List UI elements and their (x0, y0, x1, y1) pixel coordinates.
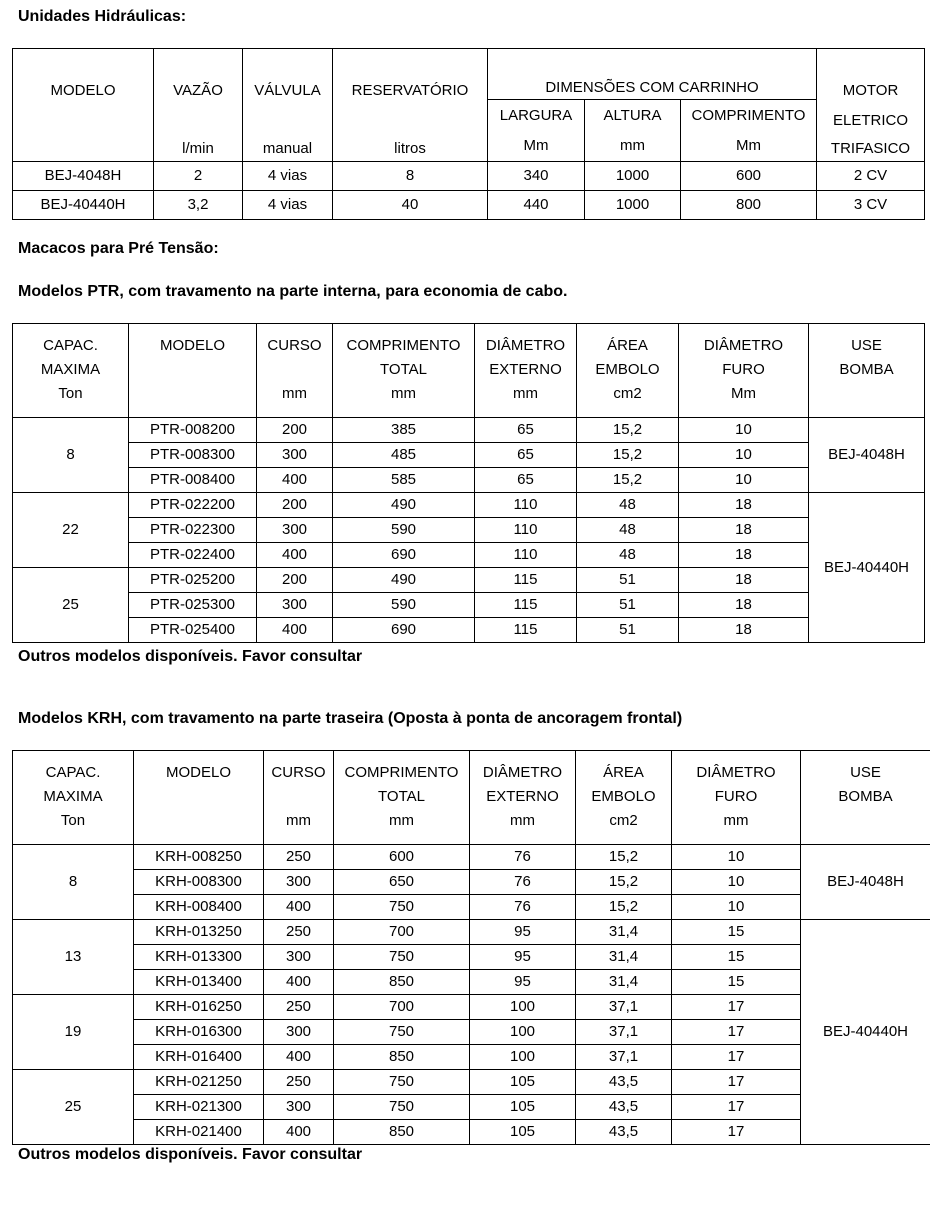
table-row (13, 1020, 930, 1045)
cell: 200 (257, 493, 333, 518)
hydraulic-units-table (12, 48, 925, 220)
header-diametro-externo: DIÂMETRO EXTERNO mm (470, 751, 576, 845)
cell: 400 (257, 468, 333, 493)
header-use-bomba: USE BOMBA (801, 751, 930, 845)
header-modelo: MODELO (134, 751, 264, 845)
cell: 17 (672, 1045, 801, 1070)
cell: 485 (333, 443, 475, 468)
cell: 17 (672, 1120, 801, 1145)
cell: 51 (577, 593, 679, 618)
cell: 400 (257, 543, 333, 568)
table-row (13, 418, 925, 443)
header-diametro-externo: DIÂMETRO EXTERNO mm (475, 324, 577, 418)
cell: 18 (679, 568, 809, 593)
header-reservatorio: RESERVATÓRIO litros (333, 49, 488, 162)
cell: 600 (334, 845, 470, 870)
capacity-cell: 22 (13, 493, 129, 568)
cell: 48 (577, 493, 679, 518)
cell: 690 (333, 543, 475, 568)
cell: KRH-016250 (134, 995, 264, 1020)
cell: 65 (475, 468, 577, 493)
cell: 51 (577, 568, 679, 593)
krh-table (12, 750, 930, 1145)
cell: 37,1 (576, 1020, 672, 1045)
subtitle-krh: Modelos KRH, com travamento na parte traseira (Oposta à ponta de ancoragem frontal) (18, 710, 683, 727)
cell: 15,2 (577, 443, 679, 468)
cell: 300 (264, 870, 334, 895)
cell: 43,5 (576, 1070, 672, 1095)
cell: KRH-013300 (134, 945, 264, 970)
cell: 15,2 (576, 845, 672, 870)
cell: 400 (257, 618, 333, 643)
header-comprimento: COMPRIMENTO (681, 100, 817, 131)
header-motor: MOTOR ELETRICO TRIFASICO (817, 49, 925, 162)
cell: 76 (470, 895, 576, 920)
cell: 750 (334, 895, 470, 920)
cell: KRH-013400 (134, 970, 264, 995)
cell: PTR-008300 (129, 443, 257, 468)
cell: 250 (264, 845, 334, 870)
cell: 65 (475, 418, 577, 443)
cell: 110 (475, 493, 577, 518)
cell: 490 (333, 493, 475, 518)
cell: 105 (470, 1070, 576, 1095)
header-area-embolo: ÁREA EMBOLO cm2 (577, 324, 679, 418)
cell: 600 (681, 162, 817, 191)
header-diametro-furo: DIÂMETRO FURO mm (672, 751, 801, 845)
cell: 15,2 (577, 468, 679, 493)
table-row (13, 162, 925, 191)
cell: 2 (154, 162, 243, 191)
cell: 300 (257, 593, 333, 618)
note-ptr: Outros modelos disponíveis. Favor consultar (18, 648, 363, 665)
cell: 850 (334, 1045, 470, 1070)
cell: 48 (577, 543, 679, 568)
cell: KRH-008300 (134, 870, 264, 895)
cell: KRH-021400 (134, 1120, 264, 1145)
cell: 590 (333, 593, 475, 618)
cell: 15 (672, 945, 801, 970)
header-comprimento-unit: Mm (681, 131, 817, 162)
cell: KRH-016400 (134, 1045, 264, 1070)
cell: 10 (672, 845, 801, 870)
cell: 95 (470, 945, 576, 970)
cell: 250 (264, 995, 334, 1020)
cell: PTR-025300 (129, 593, 257, 618)
cell: PTR-025200 (129, 568, 257, 593)
cell: BEJ-40440H (13, 191, 154, 220)
cell: 4 vias (243, 191, 333, 220)
cell: 8 (333, 162, 488, 191)
cell: 65 (475, 443, 577, 468)
table-row (13, 895, 930, 920)
cell: 18 (679, 493, 809, 518)
cell: 115 (475, 593, 577, 618)
cell: 400 (264, 1120, 334, 1145)
cell: 3,2 (154, 191, 243, 220)
cell: 750 (334, 1070, 470, 1095)
section-title-unidades: Unidades Hidráulicas: (18, 8, 187, 25)
cell: KRH-013250 (134, 920, 264, 945)
cell: 385 (333, 418, 475, 443)
table-row (13, 1045, 930, 1070)
cell: 440 (488, 191, 585, 220)
cell: 200 (257, 418, 333, 443)
cell: 300 (264, 1020, 334, 1045)
cell: 110 (475, 543, 577, 568)
ptr-table (12, 323, 925, 643)
table-row (13, 493, 925, 518)
cell: 300 (257, 443, 333, 468)
cell: 18 (679, 593, 809, 618)
table-row (13, 543, 925, 568)
cell: 95 (470, 970, 576, 995)
cell: KRH-021250 (134, 1070, 264, 1095)
cell: 17 (672, 1070, 801, 1095)
cell: 31,4 (576, 920, 672, 945)
header-altura-unit: mm (585, 131, 681, 162)
cell: 340 (488, 162, 585, 191)
cell: 3 CV (817, 191, 925, 220)
cell: 2 CV (817, 162, 925, 191)
cell: PTR-022300 (129, 518, 257, 543)
cell: KRH-016300 (134, 1020, 264, 1045)
cell: 31,4 (576, 970, 672, 995)
cell: 76 (470, 870, 576, 895)
cell: 590 (333, 518, 475, 543)
cell: 400 (264, 970, 334, 995)
cell: 1000 (585, 162, 681, 191)
header-valvula: VÁLVULA manual (243, 49, 333, 162)
cell: 100 (470, 1045, 576, 1070)
cell: 690 (333, 618, 475, 643)
cell: 400 (264, 895, 334, 920)
table-row (13, 970, 930, 995)
header-largura-unit: Mm (488, 131, 585, 162)
pump-cell: BEJ-4048H (801, 845, 930, 920)
capacity-cell: 8 (13, 418, 129, 493)
cell: 10 (672, 870, 801, 895)
cell: 37,1 (576, 1045, 672, 1070)
pump-cell: BEJ-40440H (801, 920, 930, 1145)
cell: 250 (264, 920, 334, 945)
cell: 585 (333, 468, 475, 493)
cell: 17 (672, 995, 801, 1020)
cell: 1000 (585, 191, 681, 220)
cell: 650 (334, 870, 470, 895)
cell: PTR-008200 (129, 418, 257, 443)
table-row (13, 995, 930, 1020)
table-row (13, 1095, 930, 1120)
cell: 18 (679, 618, 809, 643)
table-row (13, 468, 925, 493)
cell: 10 (679, 443, 809, 468)
cell: 48 (577, 518, 679, 543)
cell: 850 (334, 970, 470, 995)
header-modelo: MODELO (13, 49, 154, 162)
header-use-bomba: USE BOMBA (809, 324, 925, 418)
cell: 10 (679, 468, 809, 493)
header-largura: LARGURA (488, 100, 585, 131)
cell: PTR-022200 (129, 493, 257, 518)
table-row (13, 518, 925, 543)
pump-cell: BEJ-4048H (809, 418, 925, 493)
cell: 10 (672, 895, 801, 920)
cell: 100 (470, 995, 576, 1020)
pump-cell: BEJ-40440H (809, 493, 925, 643)
header-modelo: MODELO (129, 324, 257, 418)
table-row (13, 845, 930, 870)
header-area-embolo: ÁREA EMBOLO cm2 (576, 751, 672, 845)
cell: 18 (679, 518, 809, 543)
cell: 15,2 (577, 418, 679, 443)
cell: 110 (475, 518, 577, 543)
table-row (13, 191, 925, 220)
cell: 300 (264, 1095, 334, 1120)
cell: 100 (470, 1020, 576, 1045)
table-row (13, 1070, 930, 1095)
cell: 250 (264, 1070, 334, 1095)
table-row (13, 618, 925, 643)
subtitle-ptr: Modelos PTR, com travamento na parte interna, para economia de cabo. (18, 283, 568, 300)
capacity-cell: 25 (13, 568, 129, 643)
header-diametro-furo: DIÂMETRO FURO Mm (679, 324, 809, 418)
cell: 15 (672, 920, 801, 945)
capacity-cell: 19 (13, 995, 134, 1070)
capacity-cell: 25 (13, 1070, 134, 1145)
header-capac: CAPAC. MAXIMA Ton (13, 324, 129, 418)
table-row (13, 443, 925, 468)
cell: 750 (334, 1095, 470, 1120)
cell: 750 (334, 1020, 470, 1045)
cell: 51 (577, 618, 679, 643)
header-capac: CAPAC. MAXIMA Ton (13, 751, 134, 845)
cell: 10 (679, 418, 809, 443)
cell: 15,2 (576, 895, 672, 920)
cell: 37,1 (576, 995, 672, 1020)
table-row (13, 945, 930, 970)
header-altura: ALTURA (585, 100, 681, 131)
cell: 43,5 (576, 1120, 672, 1145)
note-krh: Outros modelos disponíveis. Favor consultar (18, 1146, 363, 1163)
cell: 300 (257, 518, 333, 543)
capacity-cell: 13 (13, 920, 134, 995)
cell: BEJ-4048H (13, 162, 154, 191)
table-row (13, 568, 925, 593)
cell: PTR-025400 (129, 618, 257, 643)
cell: 490 (333, 568, 475, 593)
cell: 15,2 (576, 870, 672, 895)
cell: KRH-021300 (134, 1095, 264, 1120)
cell: 4 vias (243, 162, 333, 191)
cell: PTR-022400 (129, 543, 257, 568)
cell: 700 (334, 920, 470, 945)
cell: 17 (672, 1020, 801, 1045)
header-curso: CURSO mm (257, 324, 333, 418)
table-row (13, 593, 925, 618)
cell: 850 (334, 1120, 470, 1145)
cell: 105 (470, 1095, 576, 1120)
header-vazao: VAZÃO l/min (154, 49, 243, 162)
cell: PTR-008400 (129, 468, 257, 493)
cell: 750 (334, 945, 470, 970)
cell: 15 (672, 970, 801, 995)
cell: 40 (333, 191, 488, 220)
header-curso: CURSO mm (264, 751, 334, 845)
cell: 115 (475, 568, 577, 593)
cell: 43,5 (576, 1095, 672, 1120)
table-row (13, 920, 930, 945)
cell: 200 (257, 568, 333, 593)
cell: 115 (475, 618, 577, 643)
capacity-cell: 8 (13, 845, 134, 920)
cell: 400 (264, 1045, 334, 1070)
cell: 95 (470, 920, 576, 945)
cell: 300 (264, 945, 334, 970)
header-comprimento-total: COMPRIMENTO TOTAL mm (333, 324, 475, 418)
table-row (13, 1120, 930, 1145)
cell: 105 (470, 1120, 576, 1145)
cell: 800 (681, 191, 817, 220)
cell: 700 (334, 995, 470, 1020)
cell: KRH-008250 (134, 845, 264, 870)
cell: 76 (470, 845, 576, 870)
header-comprimento-total: COMPRIMENTO TOTAL mm (334, 751, 470, 845)
cell: 18 (679, 543, 809, 568)
table-row (13, 870, 930, 895)
cell: 17 (672, 1095, 801, 1120)
section-title-macacos: Macacos para Pré Tensão: (18, 240, 219, 257)
cell: 31,4 (576, 945, 672, 970)
cell: KRH-008400 (134, 895, 264, 920)
header-dimensoes: DIMENSÕES COM CARRINHO (488, 49, 817, 100)
